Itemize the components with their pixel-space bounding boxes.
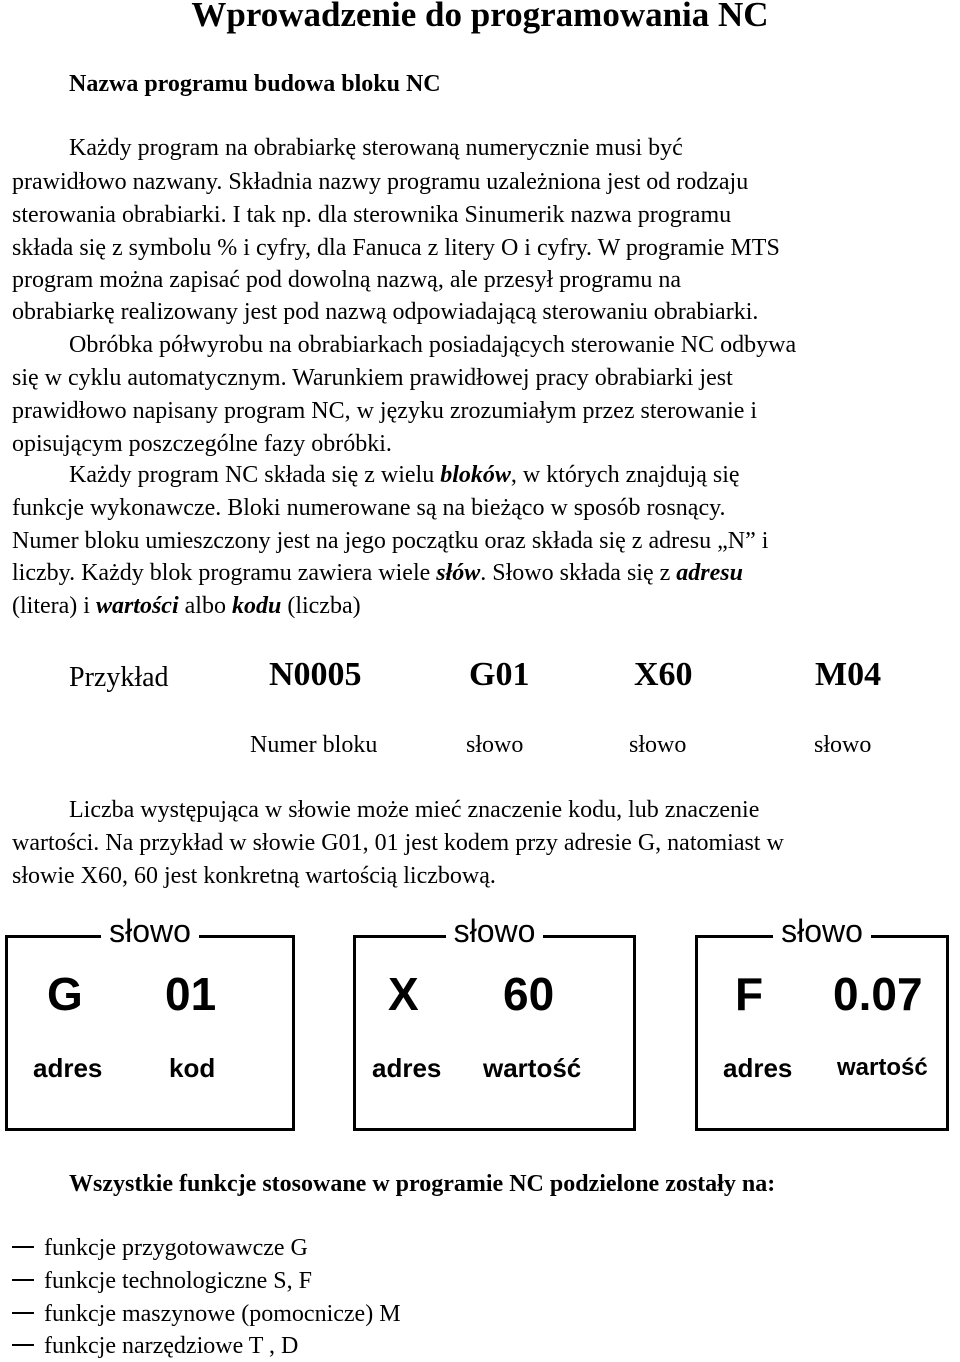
emphasis-term: bloków bbox=[440, 462, 511, 488]
paragraph-line: opisującym poszczególne fazy obróbki. bbox=[12, 431, 392, 457]
paragraph-line: Każdy program na obrabiarkę sterowaną numerycznie musi być bbox=[69, 135, 683, 161]
dash-bullet-icon bbox=[12, 1312, 34, 1314]
paragraph-line: Numer bloku umieszczony jest na jego początku oraz składa się z adresu „N” i bbox=[12, 528, 769, 554]
example-word: M04 bbox=[815, 656, 882, 693]
paragraph-line: prawidłowo nazwany. Składnia nazwy programu uzależniona jest od rodzaju bbox=[12, 169, 749, 195]
list-item: funkcje maszynowe (pomocnicze) M bbox=[12, 1298, 401, 1330]
dash-bullet-icon bbox=[12, 1344, 34, 1346]
diagram-frame bbox=[695, 935, 949, 1131]
diagram-left-caption: adres bbox=[723, 1053, 793, 1083]
paragraph-line: liczby. Każdy blok programu zawiera wiele słów. Słowo składa się z adresu bbox=[12, 560, 743, 586]
dash-bullet-icon bbox=[12, 1246, 34, 1248]
emphasis-term: kodu bbox=[231, 593, 282, 619]
example-word: N0005 bbox=[269, 656, 362, 693]
example-word: G01 bbox=[469, 656, 530, 693]
paragraph-line: się w cyklu automatycznym. Warunkiem prawidłowej pracy obrabiarki jest bbox=[12, 365, 733, 391]
list-item: funkcje technologiczne S, F bbox=[12, 1265, 312, 1297]
diagram-frame bbox=[5, 935, 295, 1131]
section-heading: Nazwa programu budowa bloku NC bbox=[69, 71, 441, 97]
diagram-address: F bbox=[735, 968, 764, 1020]
diagram-right-caption: wartość bbox=[483, 1053, 582, 1083]
word-diagram bbox=[5, 912, 295, 1132]
paragraph-line: Obróbka półwyrobu na obrabiarkach posiadających sterowanie NC odbywa bbox=[69, 332, 797, 358]
paragraph-line: wartości. Na przykład w słowie G01, 01 jest kodem przy adresie G, natomiast w bbox=[12, 830, 784, 856]
diagram-address: G bbox=[47, 968, 83, 1020]
word-diagram bbox=[695, 912, 949, 1132]
example-label: Przykład bbox=[69, 662, 169, 693]
paragraph-line: składa się z symbolu % i cyfry, dla Fanuca z litery O i cyfry. W programie MTS bbox=[12, 235, 780, 261]
example-caption: słowo bbox=[466, 732, 524, 758]
dash-bullet-icon bbox=[12, 1279, 34, 1281]
example-word: X60 bbox=[634, 656, 693, 693]
example-caption: Numer bloku bbox=[250, 732, 378, 758]
paragraph-line: sterowania obrabiarki. I tak np. dla sterownika Sinumerik nazwa programu bbox=[12, 202, 732, 228]
diagram-title: słowo bbox=[5, 912, 295, 950]
list-item: funkcje przygotowawcze G bbox=[12, 1232, 308, 1264]
example-caption: słowo bbox=[629, 732, 687, 758]
paragraph-line: prawidłowo napisany program NC, w języku zrozumiałym przez sterowanie i bbox=[12, 398, 758, 424]
paragraph-line: obrabiarkę realizowany jest pod nazwą odpowiadającą sterowaniu obrabiarki. bbox=[12, 299, 759, 325]
diagram-value: 0.07 bbox=[833, 968, 923, 1020]
functions-heading: Wszystkie funkcje stosowane w programie NC podzielone zostały na: bbox=[69, 1171, 776, 1197]
diagram-left-caption: adres bbox=[33, 1053, 103, 1083]
emphasis-term: wartości bbox=[95, 593, 179, 619]
paragraph-line: Liczba występująca w słowie może mieć znaczenie kodu, lub znaczenie bbox=[69, 797, 760, 823]
diagram-value: 01 bbox=[165, 968, 217, 1020]
diagram-frame bbox=[353, 935, 636, 1131]
word-diagram bbox=[353, 912, 636, 1132]
paragraph-line: funkcje wykonawcze. Bloki numerowane są na bieżąco w sposób rosnący. bbox=[12, 495, 726, 521]
example-caption: słowo bbox=[814, 732, 872, 758]
diagram-title: słowo bbox=[353, 912, 636, 950]
list-item: funkcje narzędziowe T , D bbox=[12, 1330, 298, 1362]
page-title: Wprowadzenie do programowania NC bbox=[191, 0, 769, 34]
paragraph-line: Każdy program NC składa się z wielu bloków, w których znajdują się bbox=[69, 462, 740, 488]
diagram-address: X bbox=[388, 968, 419, 1020]
diagram-right-caption: kod bbox=[169, 1053, 216, 1083]
paragraph-line: (litera) i wartości albo kodu (liczba) bbox=[12, 593, 361, 619]
emphasis-term: adresu bbox=[676, 560, 743, 586]
emphasis-term: słów bbox=[436, 560, 481, 586]
paragraph-line: program można zapisać pod dowolną nazwą, ale przesył programu na bbox=[12, 267, 682, 293]
diagram-left-caption: adres bbox=[372, 1053, 442, 1083]
diagram-right-caption: wartość bbox=[837, 1054, 928, 1081]
diagram-value: 60 bbox=[503, 968, 555, 1020]
paragraph-line: słowie X60, 60 jest konkretną wartością liczbową. bbox=[12, 863, 496, 889]
diagram-title: słowo bbox=[695, 912, 949, 950]
